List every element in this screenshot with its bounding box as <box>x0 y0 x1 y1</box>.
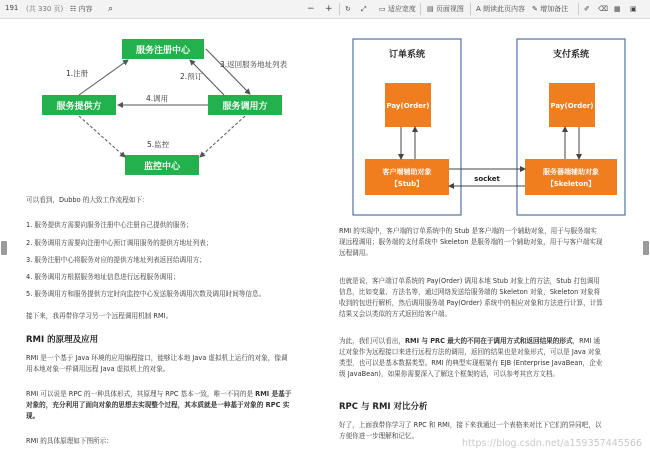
skeleton-label-1: 服务器端辅助对象 <box>543 168 599 176</box>
socket-label: socket <box>474 175 500 183</box>
rmi-diff-bold: RMI 与 PRC 最大的不同在于调用方式和返回结果的形式 <box>404 337 573 345</box>
page-total: (共 330 页) <box>26 5 64 13</box>
rmi-flow-paragraph: 结果又会以类似的方式返回给客户端。 <box>339 310 452 318</box>
step-item: 3. 服务注册中心将服务对应的提供方地址列表返回给调用方； <box>26 256 206 264</box>
contents-label: 内容 <box>78 5 93 13</box>
dubbo-intro: 可以看到，Dubbo 的大致工作流程如下： <box>26 196 149 204</box>
rotate-icon[interactable]: ↻ <box>345 5 351 13</box>
rmi-diff-text: 为此，我们可以看出， <box>339 337 405 345</box>
highlight-icon[interactable]: ✐ <box>584 5 590 13</box>
rmi-paragraph-1: RMI 是一个基于 Java 环境的应用编程接口，能够让本地 Java 虚拟机上运行的对象，像调 <box>26 354 288 362</box>
rmi-impl-paragraph: RMI 的实现中，客户端的订单系统中的 Stub 是客户端的一个辅助对象，用于与服务端实 <box>339 227 597 235</box>
rmi-diff-paragraph: 过对象作为远程接口来进行远程方法的调用，返回的结果也是对象形式，可以是 Java 对象 <box>339 348 602 356</box>
document-area <box>0 19 650 455</box>
rmi-impl-paragraph: 现远程调用；服务端的支付系统中 Skeleton 是服务端的一个辅助对象，用于与客户端实现 <box>339 238 603 246</box>
rmi-transition: 接下来，我再带你学习另一个远程调用机制 RMI。 <box>26 312 173 320</box>
search-icon[interactable]: ⌕ <box>108 4 114 14</box>
monitor-label: 监控中心 <box>143 162 181 172</box>
registry-label: 服务注册中心 <box>135 46 191 56</box>
rmi-figure-intro: RMI 的具体原理如下图所示： <box>26 437 113 445</box>
toolbar-divider <box>470 3 471 15</box>
edge-label-monitor: 5.监控 <box>147 140 170 149</box>
zoom-out-button[interactable]: − <box>307 4 315 14</box>
fit-width-icon: ▭ <box>379 5 386 13</box>
previous-page-button[interactable] <box>1 241 7 255</box>
dubbo-workflow-diagram <box>10 19 310 179</box>
edge-label-register: 1.注册 <box>66 69 89 78</box>
rmi-p2-bold: RMI 是基于 <box>255 390 292 398</box>
toolbar-divider <box>339 3 340 15</box>
read-aloud-button[interactable] <box>476 3 525 15</box>
page-number-field[interactable]: 191 <box>5 4 19 12</box>
rmi-diagram <box>325 19 645 219</box>
stub-box <box>365 159 449 195</box>
print-icon[interactable]: ▦ <box>614 5 621 13</box>
page-view-button[interactable] <box>427 3 464 15</box>
fullscreen-icon[interactable]: ⤢ <box>361 5 367 13</box>
rmi-diff-paragraph: 类型，也可以是基本数据类型。RMI 的典型实现框架有 EJB (Enterprise JavaBean，企业 <box>339 359 603 367</box>
fit-width-label: 适应宽度 <box>387 5 416 13</box>
reader-toolbar <box>0 0 650 19</box>
order-system-title: 订单系统 <box>388 50 426 60</box>
consumer-label: 服务调用方 <box>222 102 268 112</box>
skeleton-label-2: 【Skeleton】 <box>546 180 596 188</box>
arrow-monitor-consumer <box>200 116 245 157</box>
stub-label-2: 【Stub】 <box>390 180 424 188</box>
page-view-label: 页面视图 <box>435 5 464 13</box>
arrow-notify <box>206 49 250 94</box>
arrow-monitor-provider <box>79 116 125 157</box>
note-icon: ✎ <box>532 5 538 13</box>
rmi-paragraph-2 <box>26 390 291 399</box>
rmi-paragraph-2: 对象的，充分利用了面向对象的思想去实现整个过程，其本质就是一种基于对象的 RPC 实 <box>26 401 290 409</box>
erase-icon[interactable]: ⌫ <box>598 5 608 13</box>
compare-heading: RPC 与 RMI 对比分析 <box>339 402 428 412</box>
contents-button[interactable] <box>70 3 93 15</box>
rmi-paragraph-1: 用本地对象一样调用远程 Java 虚拟机上的对象。 <box>26 365 170 373</box>
server-pay-order-label: Pay(Order) <box>550 102 594 110</box>
left-page <box>10 19 310 455</box>
step-item: 1. 服务提供方需要向服务注册中心注册自己提供的服务； <box>26 221 193 229</box>
toolbar-divider <box>420 3 421 15</box>
zoom-in-button[interactable]: + <box>325 4 333 14</box>
edge-label-notify: 3.返回服务地址列表 <box>220 60 288 69</box>
step-item: 4. 服务调用方根据服务地址信息进行远程服务调用； <box>26 273 180 281</box>
fit-width-button[interactable] <box>379 3 416 15</box>
rmi-paragraph-2: 现。 <box>26 412 40 420</box>
rmi-flow-paragraph: 也就是说，客户端订单系统的 Pay(Order) 调用本地 Stub 对象上的方法，Stub 打包调用 <box>339 277 600 285</box>
client-pay-order-label: Pay(Order) <box>386 102 430 110</box>
rmi-impl-paragraph: 远程调用。 <box>339 249 372 257</box>
read-aloud-label: 朗读此页内容 <box>483 5 526 13</box>
read-aloud-icon: A <box>476 5 481 13</box>
rmi-p2-text: RMI 可以说是 RPC 的一种具体形式，其原理与 RPC 基本一致，唯一不同的是 <box>26 390 256 398</box>
add-note-label: 增加备注 <box>540 5 569 13</box>
list-icon: ☷ <box>70 5 77 13</box>
rmi-diff-paragraph: 级 JavaBean)，如果你需要深入了解这个框架的话，可以参考其官方文档。 <box>339 370 560 378</box>
save-icon[interactable]: ▣ <box>630 5 637 13</box>
compare-paragraph: 方便你进一步理解和记忆。 <box>339 432 419 440</box>
step-item: 5. 服务调用方和服务提供方定时向监控中心发送服务调用次数及调用时间等信息。 <box>26 290 266 298</box>
page-view-icon: ▤ <box>427 5 434 13</box>
rmi-diff-text: ，RMI 通 <box>572 337 601 345</box>
watermark: https://blog.csdn.net/a159357445566 <box>462 438 642 449</box>
step-item: 2. 服务调用方需要向注册中心预订调用服务的提供方地址列表； <box>26 239 213 247</box>
rmi-diff-paragraph <box>339 337 600 346</box>
rmi-flow-paragraph: 信息，比如变量、方法名等，通过网络发送给服务端的 Skeleton 对象，Skeleton 对象将 <box>339 288 601 296</box>
compare-paragraph: 好了，上面我带你学习了 RPC 和 RMI，接下来我通过一个表格来对比下它们的异同吧，以 <box>339 421 602 429</box>
stub-label-1: 客户端辅助对象 <box>382 168 432 176</box>
payment-system-title: 支付系统 <box>552 50 590 60</box>
toolbar-divider <box>578 3 579 15</box>
right-page <box>325 19 645 455</box>
edge-label-invoke: 4.调用 <box>146 94 169 103</box>
add-note-button[interactable] <box>532 3 568 15</box>
skeleton-box <box>525 159 617 195</box>
rmi-flow-paragraph: 收到的包进行解析，然后调用服务端 Pay(Order) 系统中的相应对象和方法进行计算，计算 <box>339 299 603 307</box>
edge-label-subscribe: 2.预订 <box>180 72 203 81</box>
rmi-heading: RMI 的原理及应用 <box>26 335 99 345</box>
provider-label: 服务提供方 <box>56 102 102 112</box>
